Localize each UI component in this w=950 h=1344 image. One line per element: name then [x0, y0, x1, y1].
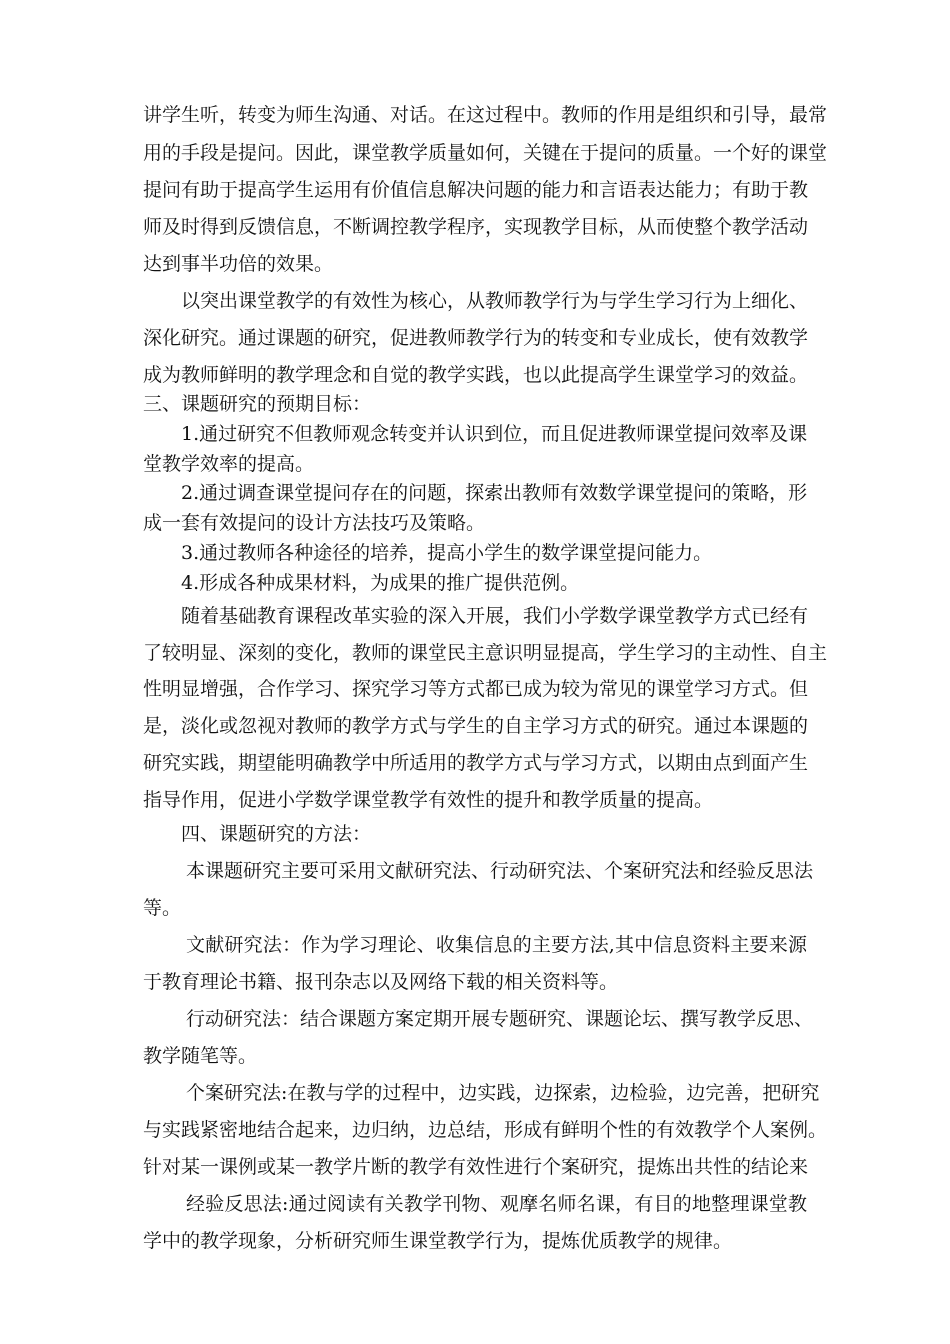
text-line: 于教育理论书籍、报刊杂志以及网络下载的相关资料等。 [143, 971, 619, 993]
text-line: 个案研究法:在教与学的过程中，边实践，边探索，边检验，边完善，把研究 [186, 1082, 820, 1104]
section-heading: 三、课题研究的预期目标： [143, 393, 372, 415]
text-line: 达到事半功倍的效果。 [143, 253, 334, 275]
text-line: 讲学生听，转变为师生沟通、对话。在这过程中。教师的作用是组织和引导，最常 [143, 104, 828, 126]
text-line: 行动研究法：结合课题方案定期开展专题研究、课题论坛、撰写教学反思、 [186, 1008, 814, 1030]
text-line: 以突出课堂教学的有效性为核心，从教师教学行为与学生学习行为上细化、 [181, 290, 809, 312]
list-item: 4.形成各种成果材料，为成果的推广提供范例。 [181, 572, 580, 594]
text-line: 是，淡化或忽视对教师的教学方式与学生的自主学习方式的研究。通过本课题的 [143, 715, 809, 737]
text-line: 文献研究法：作为学习理论、收集信息的主要方法,其中信息资料主要来源 [186, 934, 807, 956]
text-line: 用的手段是提问。因此，课堂教学质量如何，关键在于提问的质量。一个好的课堂 [143, 142, 828, 164]
list-item: 2.通过调查课堂提问存在的问题，探索出教师有效数学课堂提问的策略，形 [181, 482, 808, 504]
text-line: 深化研究。通过课题的研究，促进教师教学行为的转变和专业成长，使有效教学 [143, 327, 809, 349]
text-line: 针对某一课例或某一教学片断的教学有效性进行个案研究，提炼出共性的结论来 [143, 1156, 809, 1178]
text-line: 本课题研究主要可采用文献研究法、行动研究法、个案研究法和经验反思法 [186, 860, 814, 882]
text-line: 教学随笔等。 [143, 1045, 258, 1067]
text-line: 了较明显、深刻的变化，教师的课堂民主意识明显提高，学生学习的主动性、自主 [143, 642, 828, 664]
list-item: 1.通过研究不但教师观念转变并认识到位，而且促进教师课堂提问效率及课 [181, 423, 808, 445]
text-line: 经验反思法:通过阅读有关教学刊物、观摩名师名课，有目的地整理课堂教 [186, 1193, 807, 1215]
text-line: 性明显增强，合作学习、探究学习等方式都已成为较为常见的课堂学习方式。但 [143, 678, 809, 700]
text-line: 成为教师鲜明的教学理念和自觉的教学实践，也以此提高学生课堂学习的效益。 [143, 364, 809, 386]
text-line: 与实践紧密地结合起来，边归纳，边总结，形成有鲜明个性的有效教学个人案例。 [143, 1119, 828, 1141]
text-line: 研究实践，期望能明确教学中所适用的教学方式与学习方式，以期由点到面产生 [143, 752, 809, 774]
text-line: 指导作用，促进小学数学课堂教学有效性的提升和教学质量的提高。 [143, 789, 714, 811]
section-heading: 四、课题研究的方法： [181, 823, 372, 845]
list-item: 成一套有效提问的设计方法技巧及策略。 [143, 512, 486, 534]
list-item: 3.通过教师各种途径的培养，提高小学生的数学课堂提问能力。 [181, 542, 713, 564]
text-line: 随着基础教育课程改革实验的深入开展，我们小学数学课堂教学方式已经有 [181, 605, 809, 627]
text-line: 提问有助于提高学生运用有价值信息解决问题的能力和言语表达能力；有助于教 [143, 179, 809, 201]
text-line: 学中的教学现象，分析研究师生课堂教学行为，提炼优质教学的规律。 [143, 1230, 733, 1252]
text-line: 等。 [143, 897, 182, 919]
text-line: 师及时得到反馈信息，不断调控教学程序，实现教学目标，从而使整个教学活动 [143, 216, 809, 238]
list-item: 堂教学效率的提高。 [143, 453, 315, 475]
